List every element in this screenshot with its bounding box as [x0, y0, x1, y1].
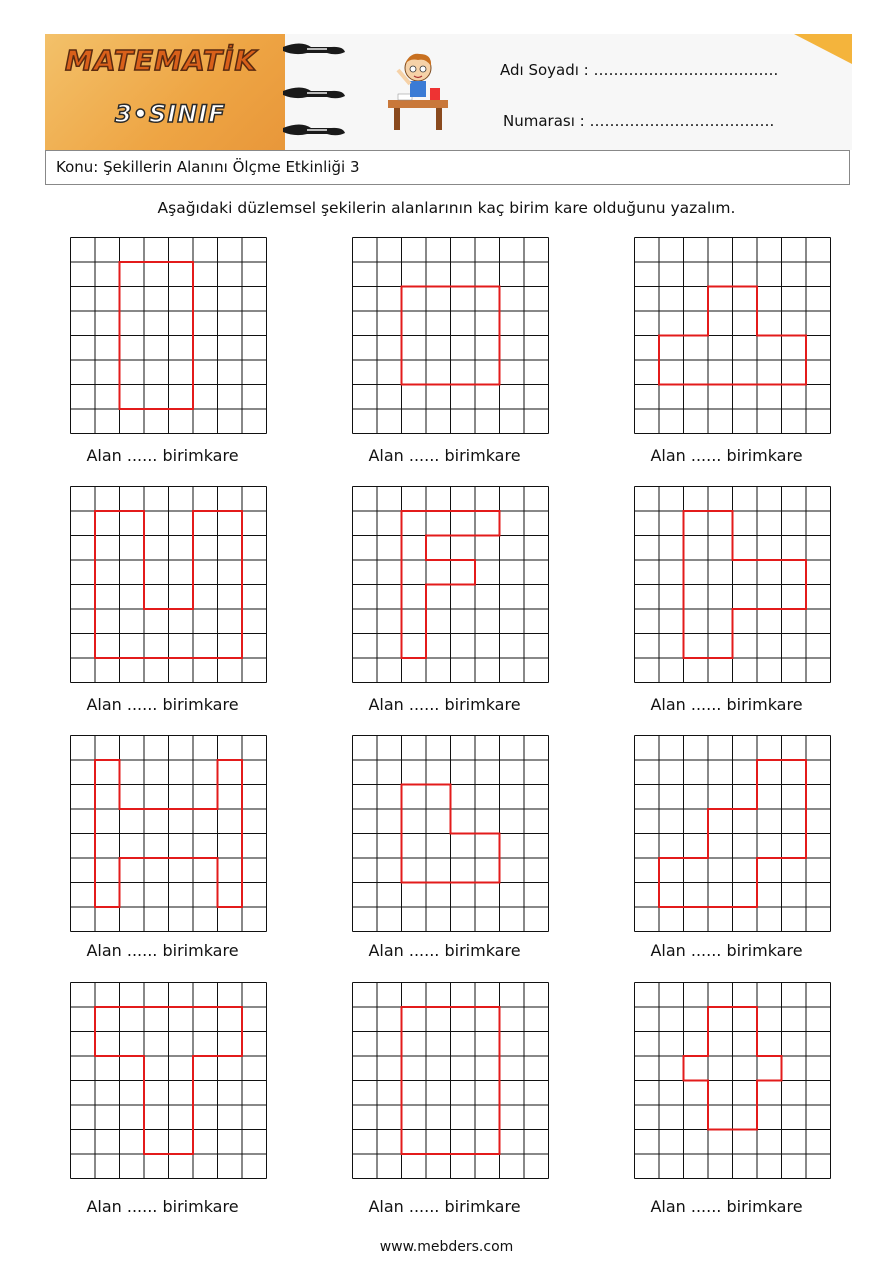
grid-svg [70, 237, 267, 434]
exercise-grid [634, 982, 831, 1179]
grid-svg [70, 982, 267, 1179]
grid-svg [70, 486, 267, 683]
area-answer-label[interactable]: Alan ...... birimkare [368, 1197, 521, 1216]
area-answer-label[interactable]: Alan ...... birimkare [650, 695, 803, 714]
exercise-grid [352, 735, 549, 932]
worksheet-header [45, 34, 852, 150]
exercise-grid [70, 982, 267, 1179]
area-answer-label[interactable]: Alan ...... birimkare [368, 446, 521, 465]
grid-svg [352, 982, 549, 1179]
grid-svg [634, 486, 831, 683]
exercise-grid [70, 237, 267, 434]
number-field[interactable]: Numarası : ………………………………. [503, 112, 775, 130]
exercise-grid [634, 735, 831, 932]
grid-svg [352, 486, 549, 683]
area-answer-label[interactable]: Alan ...... birimkare [368, 941, 521, 960]
footer-website: www.mebders.com [379, 1239, 514, 1255]
corner-decoration [794, 34, 852, 64]
grid-svg [634, 982, 831, 1179]
grid-svg [352, 237, 549, 434]
exercise-grid [352, 237, 549, 434]
grid-svg [634, 237, 831, 434]
exercise-grid [70, 486, 267, 683]
exercise-grid [70, 735, 267, 932]
student-at-desk-icon [380, 48, 460, 132]
area-answer-label[interactable]: Alan ...... birimkare [650, 446, 803, 465]
area-answer-label[interactable]: Alan ...... birimkare [650, 941, 803, 960]
grid-svg [634, 735, 831, 932]
area-answer-label[interactable]: Alan ...... birimkare [86, 1197, 239, 1216]
exercise-grid [634, 486, 831, 683]
brand-banner [45, 34, 285, 150]
grid-svg [70, 735, 267, 932]
grid-svg [352, 735, 549, 932]
student-info-area [285, 34, 852, 150]
topic-box: Konu: Şekillerin Alanını Ölçme Etkinliği 3 [45, 150, 850, 185]
grade-label: 3•SINIF [115, 100, 226, 128]
binder-rings [281, 34, 351, 150]
area-answer-label[interactable]: Alan ...... birimkare [368, 695, 521, 714]
exercise-grid [352, 486, 549, 683]
exercise-grid [352, 982, 549, 1179]
exercise-grid [634, 237, 831, 434]
area-answer-label[interactable]: Alan ...... birimkare [86, 446, 239, 465]
brand-title: MATEMATİK [65, 44, 258, 77]
area-answer-label[interactable]: Alan ...... birimkare [86, 941, 239, 960]
instruction-text: Aşağıdaki düzlemsel şekilerin alanlarının kaç birim kare olduğunu yazalım. [157, 199, 736, 217]
area-answer-label[interactable]: Alan ...... birimkare [650, 1197, 803, 1216]
area-answer-label[interactable]: Alan ...... birimkare [86, 695, 239, 714]
name-field[interactable]: Adı Soyadı : ………………………………. [500, 61, 779, 79]
